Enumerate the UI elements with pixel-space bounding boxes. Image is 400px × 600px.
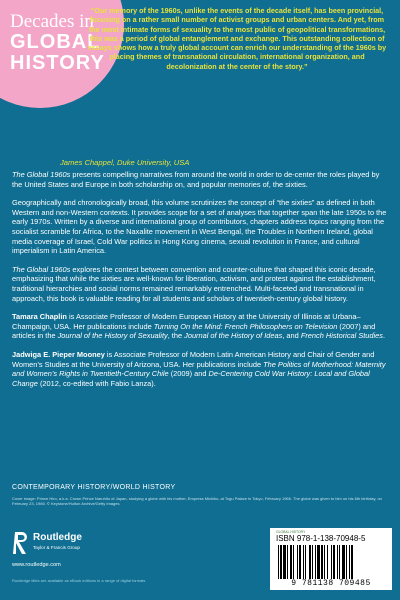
series-title-line2: GLOBAL xyxy=(10,31,101,53)
barcode-bar xyxy=(351,545,353,579)
description-paragraph-2: Geographically and chronologically broad, this volume scrutinizes the concept of “the sixties” as defined in both Western and non-Western contexts. It provides scope for a set of analyses that together span the late 1950s to the early 1970s. Written by a diverse and international group of contributors, chapters address topics ranging from the socialist scramble for Africa, to the Naxalite movement in West Bengal, the Troubles in Northern Ireland, global media coverage of Israel, Cold War politics in Hong Kong cinema, sexual revolution in France, and cultural imperialism in Latin America. xyxy=(12,198,387,256)
cover-image-credit: Cover image: Prince Hiro, a.k.a. Crown Prince Naruhito of Japan, studying a globe with his mother, Empress Michiko, at Togu Palace in Tokyo, February 1966. The globe was given to him on his 6th birthday, on February 23, 1966. © Keystone/Hulton Archive/Getty Images xyxy=(12,496,382,507)
book-title-italic: The Global 1960s xyxy=(12,170,71,179)
barcode-bar xyxy=(283,545,286,579)
barcode-bar xyxy=(331,545,332,579)
isbn-barcode xyxy=(270,528,392,590)
barcode-bar xyxy=(342,545,345,579)
barcode-bar xyxy=(278,545,279,579)
barcode-bar xyxy=(327,545,328,579)
author-name: Jadwiga E. Pieper Mooney xyxy=(12,349,105,359)
author-bio-chaplin: Tamara Chaplin is Associate Professor of Modern European History at the University of Illinois at Urbana–Champaign, USA. Her publications include Turning On the Mind: French Philosophers on Television (2007) and articles in the Journal of the History of Sexuality, the Journal of the History of Ideas, and French Historical Studies. xyxy=(12,312,386,341)
barcode-bar xyxy=(333,545,335,579)
barcode-bar xyxy=(321,545,323,579)
subject-category: CONTEMPORARY HISTORY/WORLD HISTORY xyxy=(12,484,176,491)
barcode-bar xyxy=(324,545,325,579)
ebook-notice: Routledge titles are available as eBook editions in a range of digital formats xyxy=(12,578,146,583)
barcode-bar xyxy=(315,545,316,579)
routledge-r-icon xyxy=(12,530,30,556)
author-bio-mooney: Jadwiga E. Pieper Mooney is Associate Professor of Modern Latin American History and Chair of Gender and Women’s Studies at the University of Arizona, USA. Her publications include The Politics of Motherhood: Maternity and Women’s Rights in Twentieth-Century Chile (2009) and De-Centering Cold War History: Local and Global Change (2012, co-edited with Fabio Lanza). xyxy=(12,349,386,388)
endorsement-attribution: James Chappel, Duke University, USA xyxy=(60,158,190,167)
barcode-bar xyxy=(312,545,313,579)
barcode-bars xyxy=(276,545,386,579)
barcode-bar xyxy=(293,545,294,579)
barcode-bar xyxy=(280,545,282,579)
barcode-bar xyxy=(337,545,338,579)
barcode-bar xyxy=(287,545,288,579)
description-paragraph-1: The Global 1960s presents compelling narratives from around the world in order to de-center the roles played by the United States and Europe in both scholarship on, and popular memories of, the sixties. xyxy=(12,170,380,189)
barcode-subject-tag: GLOBAL HISTORY xyxy=(276,530,306,534)
endorsement-quote: “Our memory of the 1960s, unlike the events of the decade itself, has been provincial, focusing on a rather small number of activist groups and urban centers. And yet, from the most intimate forms of sexuality to the most public of geopolitical transformations, this was a period of global entanglement and exchange. This outstanding collection of essays shows how a truly global account can enrich our understanding of the 1960s by placing themes of transnational circulation, international organization, and decolonization at the center of the story.” xyxy=(87,6,387,71)
barcode-bar xyxy=(339,545,340,579)
barcode-bar xyxy=(349,545,350,579)
barcode-bar xyxy=(303,545,304,579)
publisher-name: Routledge xyxy=(33,532,82,543)
barcode-bar xyxy=(309,545,311,579)
publisher-url[interactable]: www.routledge.com xyxy=(12,562,61,568)
isbn-number: ISBN 978-1-138-70948-5 xyxy=(276,534,366,543)
publisher-logo xyxy=(12,530,92,560)
barcode-bar xyxy=(317,545,320,579)
barcode-bar xyxy=(299,545,301,579)
series-title-line1: Decades in xyxy=(10,11,94,32)
book-description xyxy=(12,170,388,397)
barcode-digits: 9 781138 709485 xyxy=(291,579,371,588)
barcode-bar xyxy=(346,545,347,579)
book-title-italic: The Global 1960s xyxy=(12,264,71,274)
series-title-line3: HISTORY xyxy=(10,52,105,74)
barcode-bar xyxy=(297,545,298,579)
author-name: Tamara Chaplin xyxy=(12,312,67,322)
barcode-bar xyxy=(305,545,306,579)
description-paragraph-3: The Global 1960s explores the contest between convention and counter-culture that shaped this iconic decade, emphasizing that while the sixties are well-known for liberation, activism, and protest against the establishment, traditional hierarchies and social norms remained remarkably entrenched. Multi-faceted and transnational in approach, this book is valuable reading for all students and scholars of twentieth-century global history. xyxy=(12,264,376,303)
publisher-group: Taylor & Francis Group xyxy=(33,545,80,550)
barcode-bar xyxy=(290,545,292,579)
